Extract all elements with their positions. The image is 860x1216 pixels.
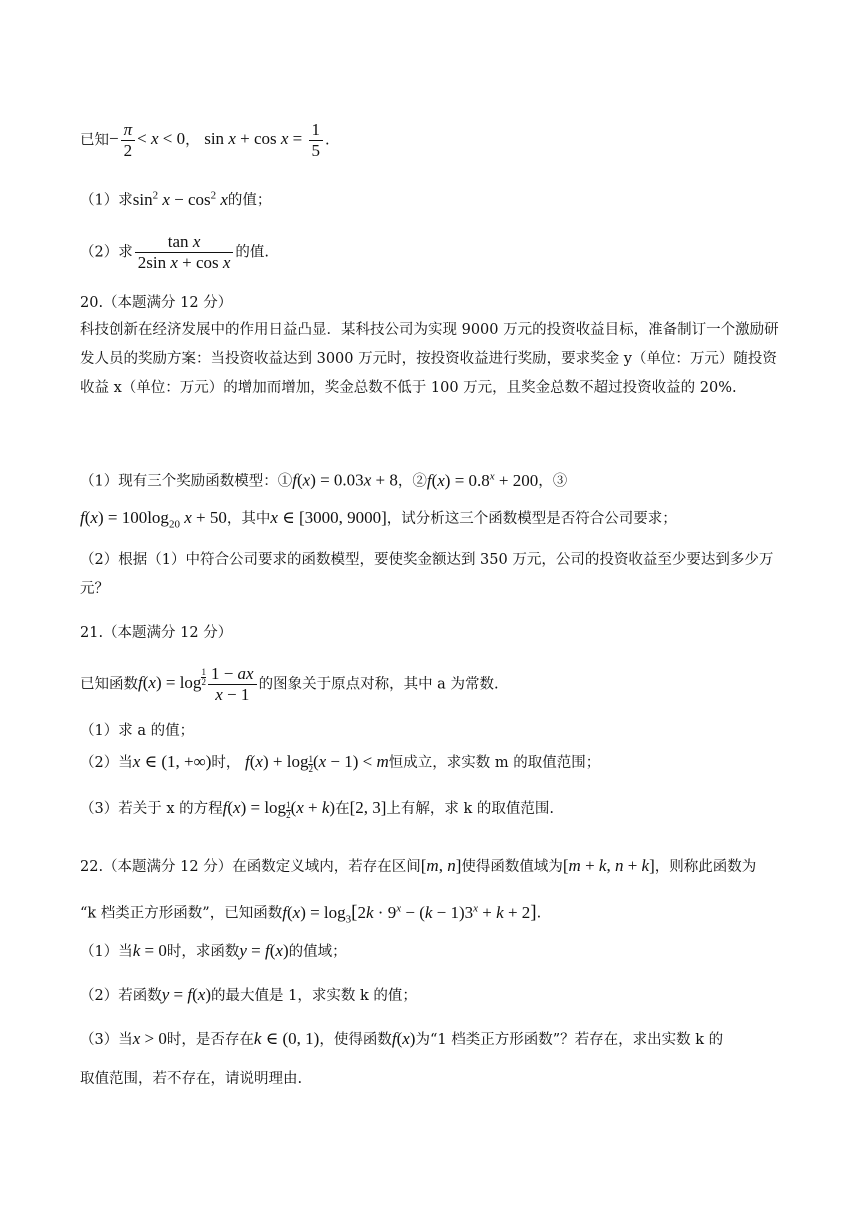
q20-part1: （1）现有三个奖励函数模型：①f(x) = 0.03x + 8，②f(x) = $0.8^x + 200$，③ — [80, 470, 568, 490]
q22-part2: （2）若函数y = f(x)的最大值是 1，求实数 k 的值； — [80, 985, 417, 1004]
q21-header: 21.（本题满分 12 分） — [80, 625, 233, 641]
q19-part2: （2）求 $\frac{\text{tan x}}{\text{2sin x + cos x}}$ 的值. — [80, 232, 270, 272]
q22-part3-cont: 取值范围，若不存在，请说明理由. — [80, 1071, 303, 1087]
q20-part2: （2）根据（1）中符合公司要求的函数模型，要使奖金额达到 350 万元，公司的投资收益至少要达到多少万元？ — [80, 552, 774, 597]
q20-part1-cont: $f(x) = 100\log_{20}$ x + 50，其中x ∈ [3000, 9000]，试分析这三个函数模型是否符合公司要求； — [80, 508, 677, 531]
q19-given: 已知− $\frac{\pi}{2}$ < x < 0， sin x + cos x = $\frac{1}{5}$ . — [80, 120, 330, 160]
q22-part3: （3）当x > 0时，是否存在k ∈ (0, 1)，使得函数f(x)为“1 档类正方形函数”？若存在，求出实数 k 的 — [80, 1029, 724, 1048]
q22-definition: “k 档类正方形函数”，已知函数$f(x) = \log_3[2k \cdot 9^x - (k - 1)3^x + k + 2]$. — [80, 901, 542, 926]
q21-part1: （1）求 a 的值； — [80, 723, 195, 739]
q20-paragraph: 科技创新在经济发展中的作用日益凸显．某科技公司为实现 9000 万元的投资收益目标，准备制订一个激励研发人员的奖励方案：当投资收益达到 3000 万元时，按投资收益进行奖励，要求奖金 y（单位：万元）随投资收益 x（单位：万元）的增加而增加，奖金总数不低于 100 万元，且奖金总数不超过投资收益的 20%. — [80, 322, 779, 396]
q21-intro: 已知函数f(x) = log $_{\frac{1}{2}}$ $\frac{1 - ax}{x - 1}$ 的图象关于原点对称，其中 a 为常数. — [80, 664, 499, 704]
q20-header: 20.（本题满分 12 分） — [80, 295, 233, 311]
q21-part3: （3）若关于 x 的方程f(x) = log $_{\frac{1}{2}}$ (x + k)在[2, 3]上有解，求 k 的取值范围. — [80, 798, 555, 821]
q21-part2: （2）当x ∈ (1, +∞)时， f(x) + log $_{\frac{1}{2}}$ (x − 1) < m恒成立，求实数 m 的取值范围； — [80, 752, 601, 775]
q22-part1: （1）当k = 0时，求函数y = f(x)的值域； — [80, 941, 347, 960]
q19-part1: （1）求$\sin^2 x - \cos^2 x$的值； — [80, 189, 272, 209]
q22-header: 22.（本题满分 12 分）在函数定义域内，若存在区间[m, n]使得函数值域为[m + k, n + k]，则称此函数为 — [80, 856, 757, 875]
